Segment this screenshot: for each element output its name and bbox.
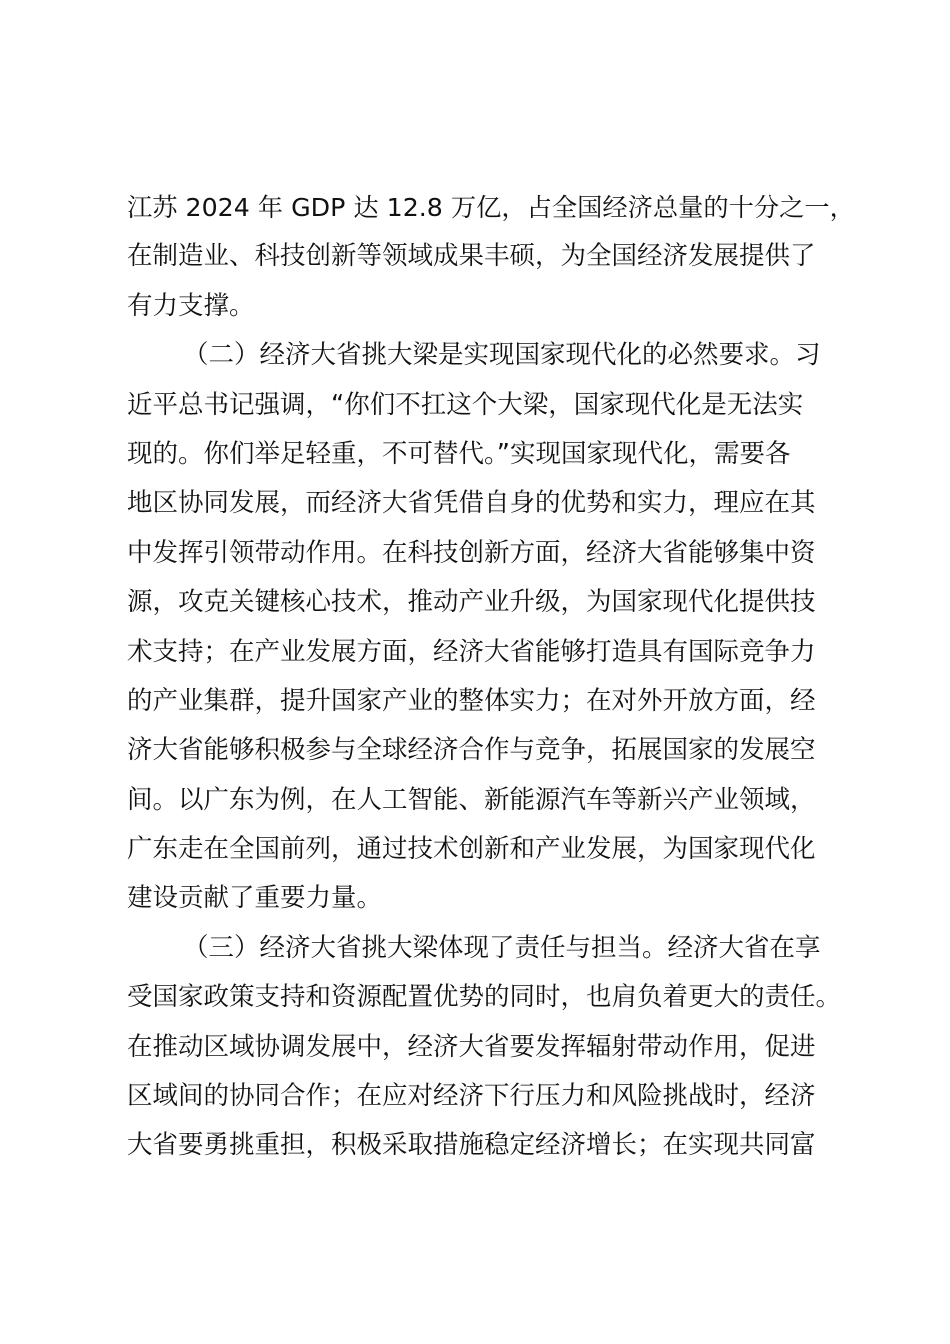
- text-line-14: 广东走在全国前列，通过技术创新和产业发展，为国家现代化: [127, 834, 816, 865]
- text-line-6: 现的。你们举足轻重，不可替代。”实现国家现代化，需要各: [127, 438, 791, 469]
- text-line-8: 中发挥引领带动作用。在科技创新方面，经济大省能够集中资: [127, 537, 816, 568]
- text-line-7: 地区协同发展，而经济大省凭借自身的优势和实力，理应在其: [127, 488, 816, 519]
- body-text: [127, 183, 857, 1171]
- section-heading-3-line: （三）经济大省挑大梁体现了责任与担当。经济大省在享: [183, 932, 821, 963]
- text-line-5: 近平总书记强调，“你们不扛这个大梁，国家现代化是无法实: [127, 389, 804, 420]
- text-line-11: 的产业集群，提升国家产业的整体实力；在对外开放方面，经: [127, 685, 816, 716]
- text-line-13: 间。以广东为例，在人工智能、新能源汽车等新兴产业领域，: [127, 784, 816, 815]
- text-line-20: 大省要勇挑重担，积极采取措施稳定经济增长；在实现共同富: [127, 1130, 816, 1161]
- section-heading-2-line: （二）经济大省挑大梁是实现国家现代化的必然要求。习: [183, 340, 821, 371]
- text-line-17: 受国家政策支持和资源配置优势的同时，也肩负着更大的责任。: [127, 982, 842, 1013]
- text-line-1: 江苏 2024 年 GDP 达 12.8 万亿，占全国经济总量的十分之一，: [127, 193, 855, 222]
- text-line-2: 在制造业、科技创新等领域成果丰硕，为全国经济发展提供了: [127, 241, 816, 272]
- text-line-18: 在推动区域协调发展中，经济大省要发挥辐射带动作用，促进: [127, 1031, 816, 1062]
- text-line-19: 区域间的协同合作；在应对经济下行压力和风险挑战时，经济: [127, 1081, 816, 1112]
- text-line-10: 术支持；在产业发展方面，经济大省能够打造具有国际竞争力: [127, 636, 816, 667]
- text-line-15: 建设贡献了重要力量。: [127, 883, 383, 914]
- text-line-12: 济大省能够积极参与全球经济合作与竞争，拓展国家的发展空: [127, 735, 816, 766]
- text-line-3: 有力支撑。: [127, 290, 255, 321]
- text-line-9: 源，攻克关键核心技术，推动产业升级，为国家现代化提供技: [127, 587, 816, 618]
